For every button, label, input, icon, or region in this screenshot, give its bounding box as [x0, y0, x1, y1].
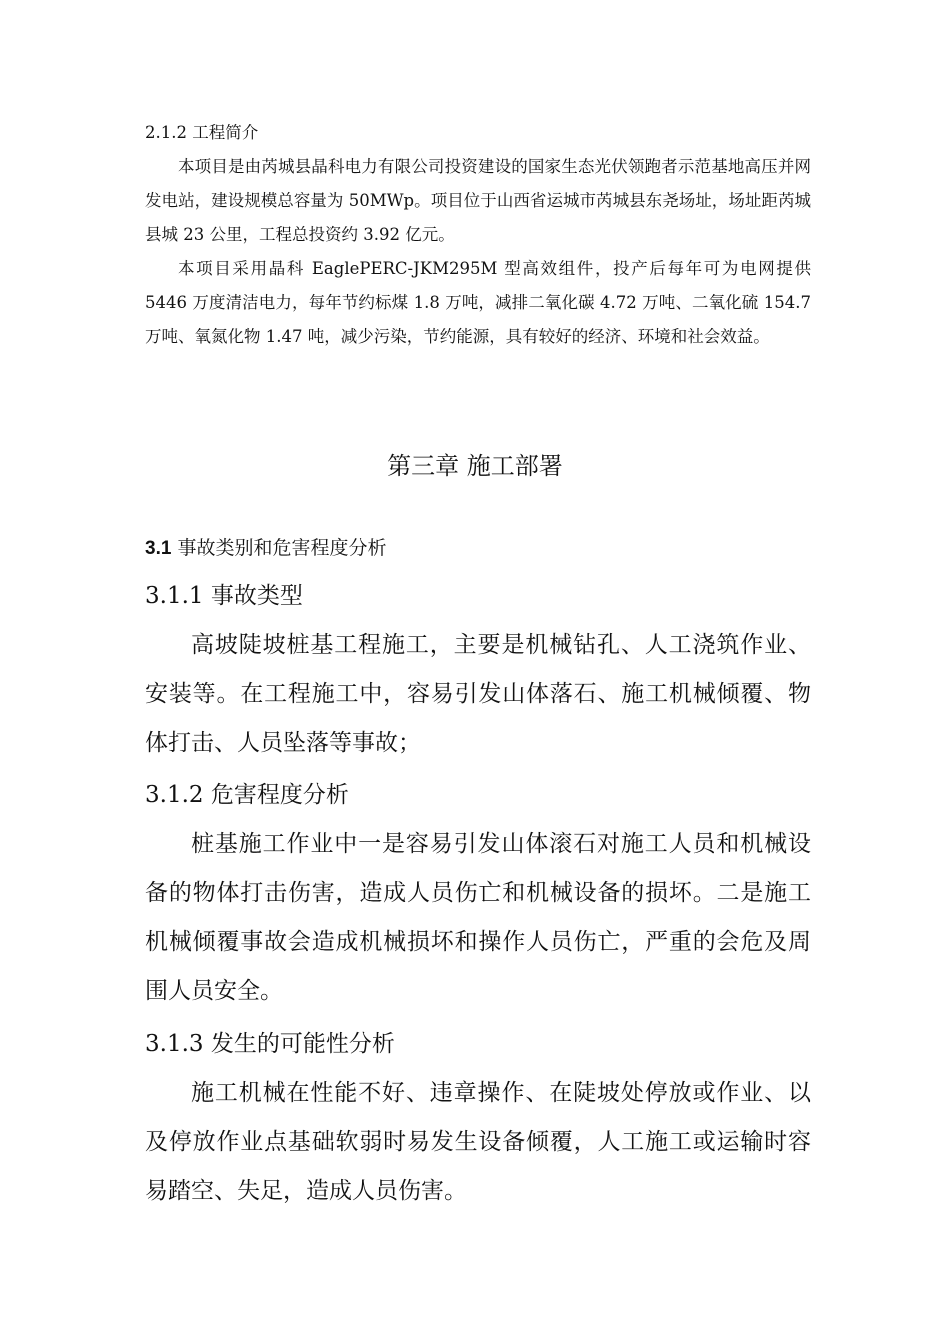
chapter-title: 第三章 施工部署: [387, 452, 563, 480]
section-heading-3-1-3: 3.1.3 发生的可能性分析: [145, 1031, 395, 1057]
section-3-1-3: [145, 1020, 811, 1216]
paragraph-likelihood-analysis: 施工机械在性能不好、违章操作、在陡坡处停放或作业、以及停放作业点基础软弱时易发生设备倾覆，人工施工或运输时容易踏空、失足，造成人员伤害。: [145, 1080, 811, 1204]
section-3-1-1: [145, 572, 811, 768]
section-heading-3-1: [145, 531, 811, 566]
section-title: 事故类别和危害程度分析: [177, 537, 387, 559]
section-number: 3.1: [145, 538, 172, 559]
section-3-1-2: [145, 771, 811, 1016]
paragraph-accident-types: 高坡陡坡桩基工程施工，主要是机械钻孔、人工浇筑作业、安装等。在工程施工中，容易引发山体落石、施工机械倾覆、物体打击、人员坠落等事故；: [145, 632, 811, 756]
paragraph-project-benefits: 本项目采用晶科 EaglePERC-JKM295M 型高效组件，投产后每年可为电网提供 5446 万度清洁电力，每年节约标煤 1.8 万吨，减排二氧化碳 4.72 万吨、二氧化硫 154.7 万吨、氧氮化物 1.47 吨，减少污染，节约能源，具有较好的经济、环境和社会效益。: [145, 259, 811, 346]
section-2-1-2: [145, 116, 811, 354]
paragraph-project-overview: 本项目是由芮城县晶科电力有限公司投资建设的国家生态光伏领跑者示范基地高压并网发电站，建设规模总容量为 50MWp。项目位于山西省运城市芮城县东尧场址，场址距芮城县城 23 公里，工程总投资约 3.92 亿元。: [145, 157, 811, 244]
section-heading-3-1-1: 3.1.1 事故类型: [145, 583, 303, 609]
paragraph-hazard-analysis: 桩基施工作业中一是容易引发山体滚石对施工人员和机械设备的物体打击伤害，造成人员伤亡和机械设备的损坏。二是施工机械倾覆事故会造成机械损坏和操作人员伤亡，严重的会危及周围人员安全。: [145, 831, 811, 1004]
section-heading-2-1-2: 2.1.2 工程简介: [145, 123, 259, 142]
section-heading-3-1-2: 3.1.2 危害程度分析: [145, 782, 349, 808]
